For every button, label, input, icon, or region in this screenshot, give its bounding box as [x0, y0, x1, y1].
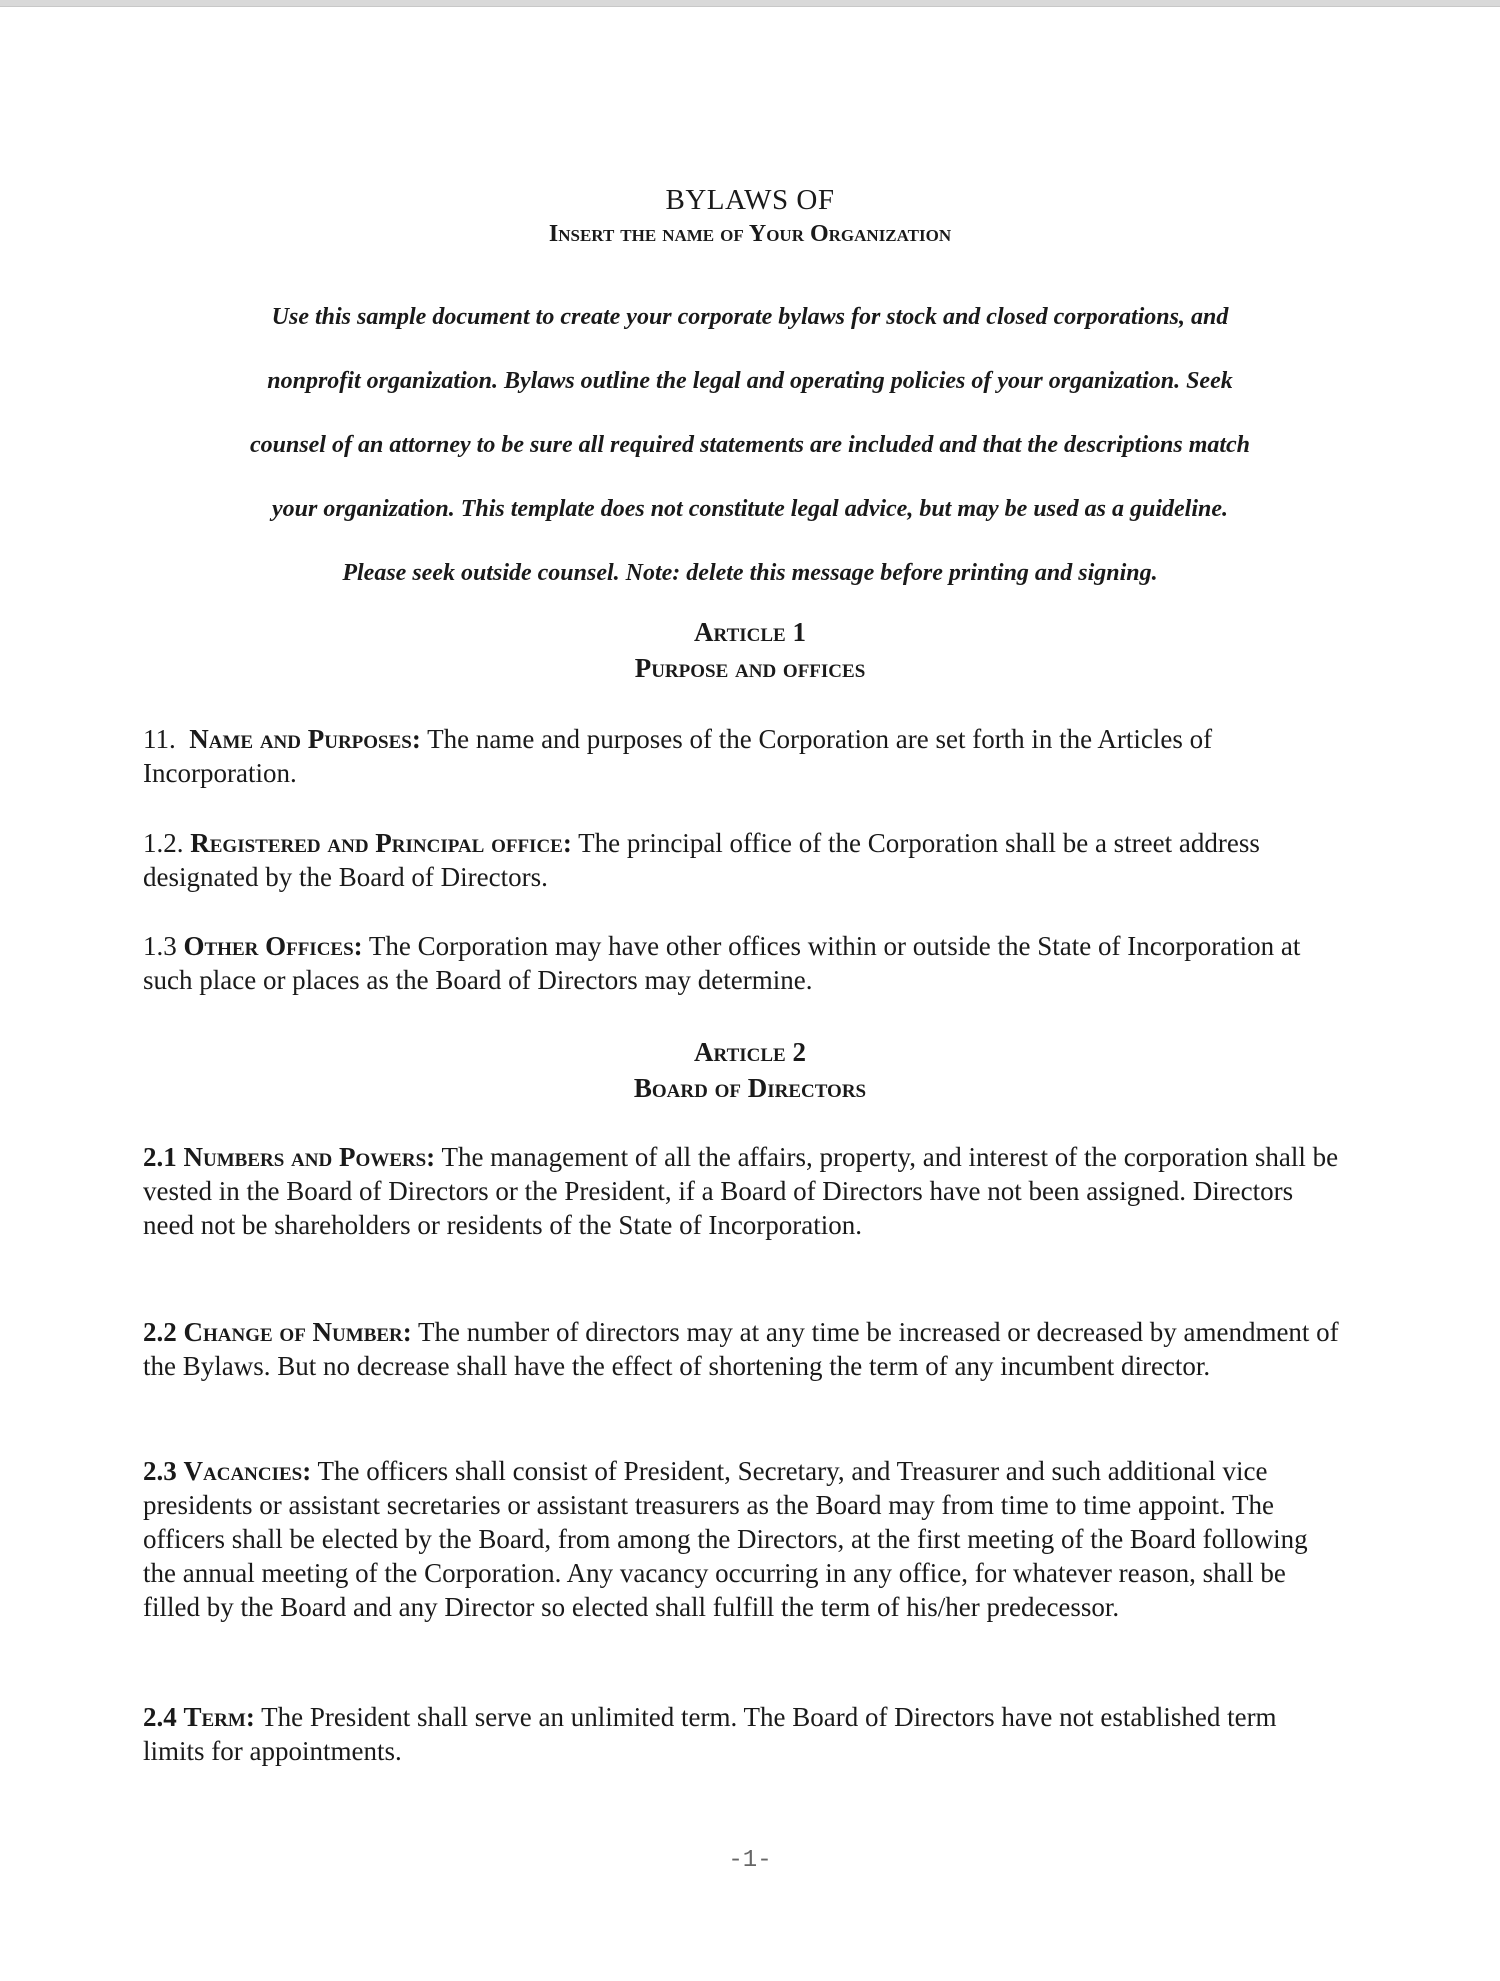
- intro-line: your organization. This template does not constitute legal advice, but may be used as a guideline.: [271, 496, 1228, 522]
- section-number: 2.3: [143, 1456, 177, 1486]
- section-number: 1.3: [143, 931, 177, 961]
- article-subheading: Purpose and offices: [634, 653, 866, 683]
- section-title: Registered and Principal office:: [190, 828, 572, 858]
- section-2-1: [143, 1140, 1343, 1242]
- intro-line: Please seek outside counsel. Note: delete this message before printing and signing.: [342, 560, 1158, 586]
- section-number: 2.4: [143, 1702, 177, 1732]
- intro-line: Use this sample document to create your corporate bylaws for stock and closed corporations, and: [271, 304, 1229, 330]
- article-heading: Article 1: [694, 617, 806, 647]
- organization-name: Insert the name of Your Organization: [548, 221, 952, 247]
- article-subheading: Board of Directors: [633, 1073, 867, 1103]
- section-text: The Corporation may have other offices within or outside the State of Incorporation at such place or places as the Board of Directors may determine.: [143, 931, 1301, 995]
- document-title: BYLAWS OF: [665, 184, 835, 216]
- section-title: Name and Purposes:: [189, 724, 421, 754]
- section-title: Numbers and Powers:: [183, 1142, 436, 1172]
- section-title: Change of Number:: [183, 1317, 412, 1347]
- intro-line: counsel of an attorney to be sure all required statements are included and that the descriptions match: [249, 432, 1251, 458]
- section-text: The officers shall consist of President, Secretary, and Treasurer and such additional vice presidents or assistant secretaries or assistant treasurers as the Board may from time to time appoint. The officers shall be elected by the Board, from among the Directors, at the first meeting of the Board following the annual meeting of the Corporation. Any vacancy occurring in any office, for whatever reason, shall be filled by the Board and any Director so elected shall fulfill the term of his/her predecessor.: [143, 1456, 1308, 1622]
- section-title: Vacancies:: [183, 1456, 312, 1486]
- section-2-2: [143, 1315, 1343, 1383]
- section-text: The number of directors may at any time be increased or decreased by amendment of the Bylaws. But no decrease shall have the effect of shortening the term of any incumbent director.: [143, 1317, 1339, 1381]
- section-1-1: [143, 722, 1343, 790]
- section-text: The President shall serve an unlimited term. The Board of Directors have not established term limits for appointments.: [143, 1702, 1277, 1766]
- section-number: 11.: [143, 724, 176, 754]
- section-2-4: [143, 1700, 1343, 1768]
- intro-line: nonprofit organization. Bylaws outline the legal and operating policies of your organization. Seek: [267, 368, 1233, 394]
- section-text: The principal office of the Corporation shall be a street address designated by the Board of Directors.: [143, 828, 1260, 892]
- section-2-3: [143, 1454, 1343, 1624]
- article-heading: Article 2: [694, 1037, 806, 1067]
- article-2-heading: [0, 1034, 1500, 1106]
- section-1-2: [143, 826, 1343, 894]
- section-number: 1.2.: [143, 828, 184, 858]
- section-1-3: [143, 929, 1343, 997]
- article-1-heading: [0, 614, 1500, 686]
- intro-instructions: [140, 285, 1360, 605]
- section-text: The name and purposes of the Corporation are set forth in the Articles of Incorporation.: [143, 724, 1213, 788]
- section-title: Other Offices:: [183, 931, 363, 961]
- section-number: 2.1: [143, 1142, 177, 1172]
- page-number: -1-: [728, 1847, 772, 1874]
- section-text: The management of all the affairs, property, and interest of the corporation shall be vested in the Board of Directors or the President, if a Board of Directors have not been assigned. Directors need not be shareholders or residents of the State of Incorporation.: [143, 1142, 1339, 1240]
- section-number: 2.2: [143, 1317, 177, 1347]
- section-title: Term:: [183, 1702, 255, 1732]
